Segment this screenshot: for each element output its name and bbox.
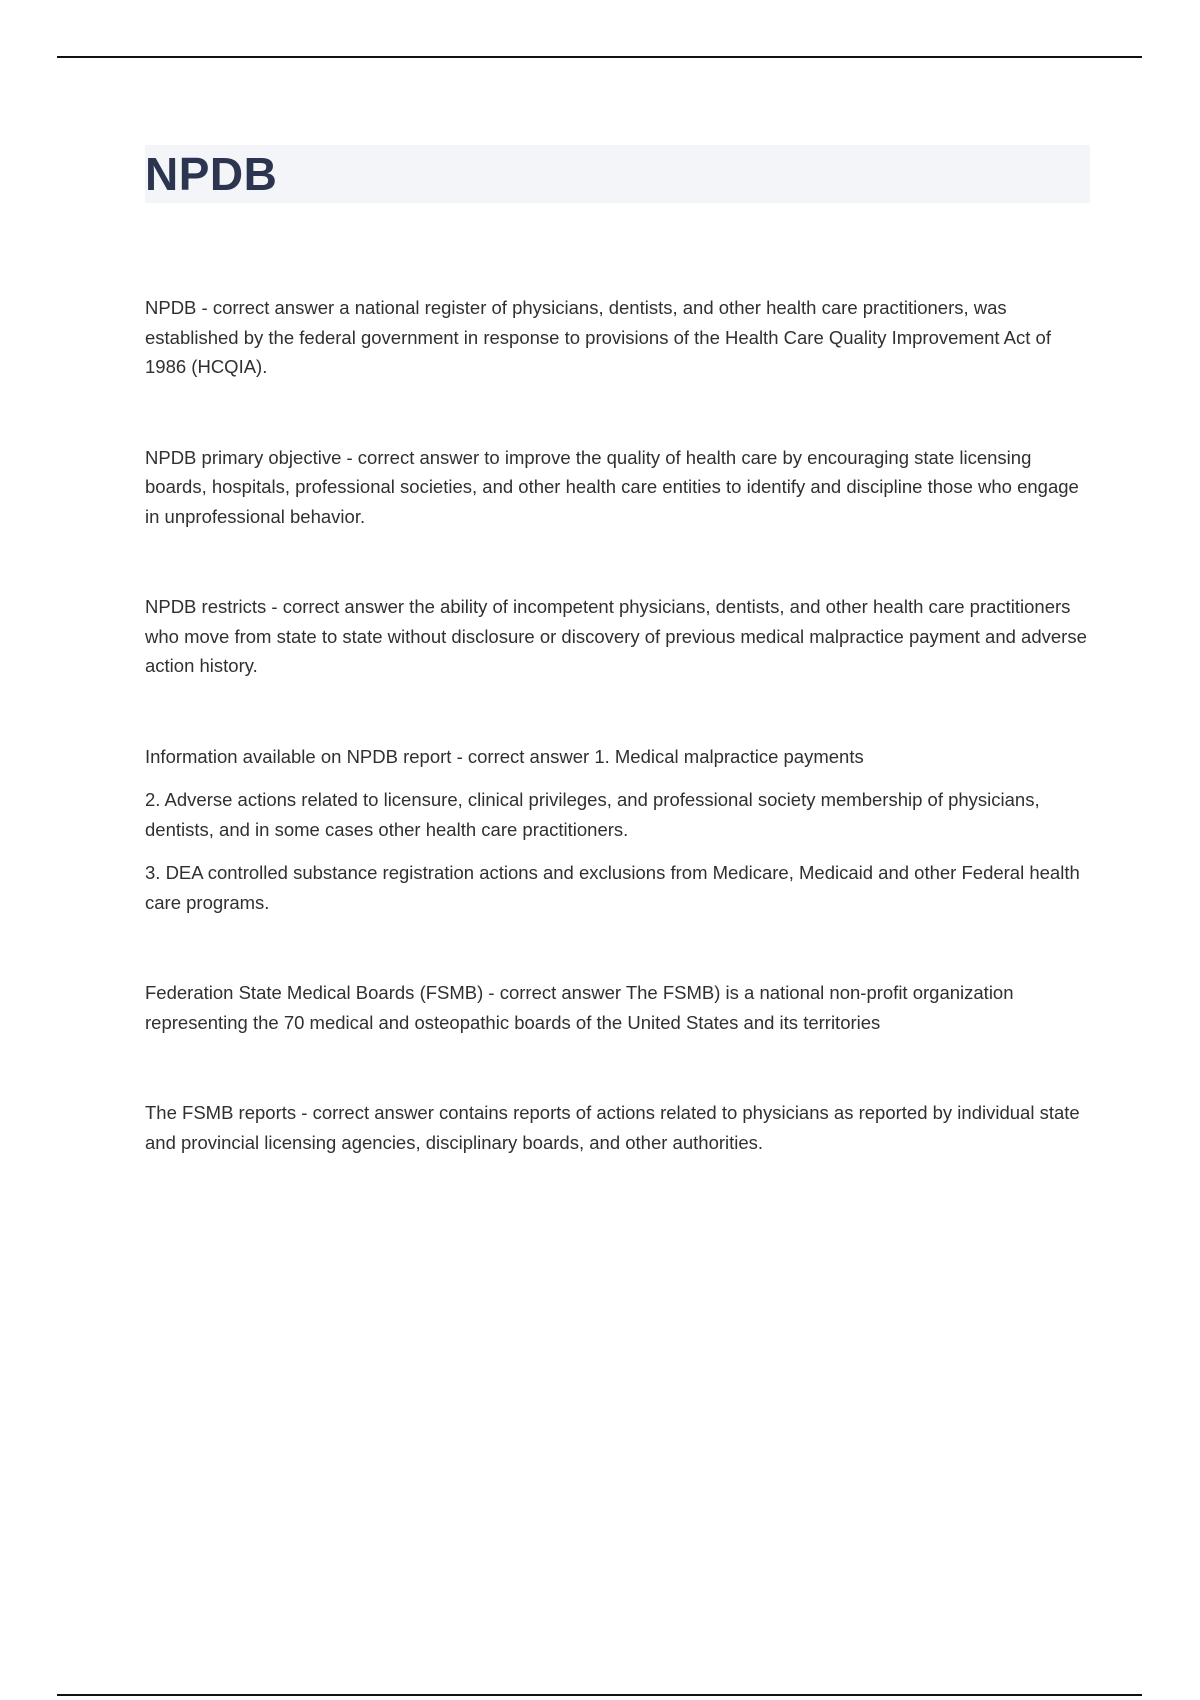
bottom-divider: [57, 1694, 1142, 1696]
page-title: NPDB: [145, 148, 278, 200]
title-band: [145, 145, 1090, 203]
entry-paragraph: 3. DEA controlled substance registration actions and exclusions from Medicare, Medicaid and other Federal health care programs.: [145, 862, 1080, 913]
entry-paragraph: NPDB primary objective - correct answer to improve the quality of health care by encouraging state licensing boards, hospitals, professional societies, and other health care entities to identify and discipline those who engage in unprofessional behavior.: [145, 446, 1079, 527]
entry-paragraph: The FSMB reports - correct answer contains reports of actions related to physicians as reported by individual state and provincial licensing agencies, disciplinary boards, and other authorities.: [145, 1102, 1080, 1153]
top-divider: [57, 56, 1142, 58]
entry-fsmb: [145, 978, 1090, 1037]
entry-fsmb-reports: [145, 1098, 1090, 1157]
entry-paragraph: NPDB - correct answer a national register of physicians, dentists, and other health care practitioners, was established by the federal government in response to provisions of the Health Care Quality Improvement Act of 1986 (HCQIA).: [145, 297, 1051, 377]
entry-npdb: [145, 293, 1090, 382]
entry-information-available: [145, 742, 1090, 918]
document-body: [145, 145, 1090, 1218]
entry-paragraph: 2. Adverse actions related to licensure, clinical privileges, and professional society membership of physicians, dentists, and in some cases other health care practitioners.: [145, 789, 1040, 840]
entry-paragraph: Federation State Medical Boards (FSMB) - correct answer The FSMB) is a national non-profit organization representing the 70 medical and osteopathic boards of the United States and its territories: [145, 982, 1014, 1033]
entry-paragraph: Information available on NPDB report - correct answer 1. Medical malpractice payments: [145, 745, 864, 767]
entry-npdb-primary-objective: [145, 443, 1090, 532]
entry-npdb-restricts: [145, 592, 1090, 681]
entry-list: [145, 293, 1090, 1157]
entry-paragraph: NPDB restricts - correct answer the ability of incompetent physicians, dentists, and other health care practitioners who move from state to state without disclosure or discovery of previous medical malpractice payment and adverse action history.: [145, 596, 1087, 676]
